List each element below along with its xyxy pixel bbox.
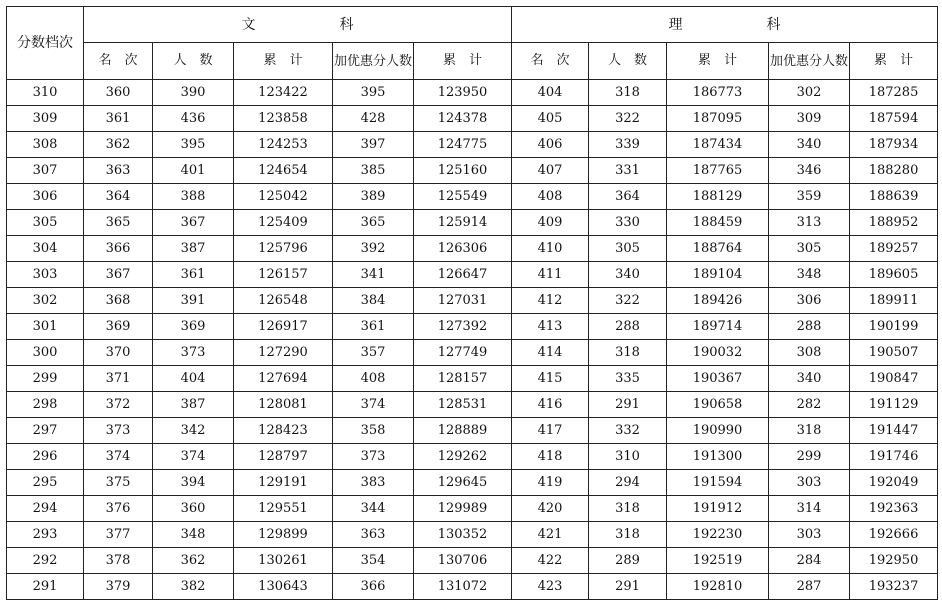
table-row xyxy=(7,106,938,132)
li-count-cell: 310 xyxy=(589,444,667,470)
li-bonus-count-cell: 348 xyxy=(769,262,850,288)
wen-bonus-cumulative-cell: 127031 xyxy=(414,288,512,314)
li-bonus-count-cell: 340 xyxy=(769,366,850,392)
table-row xyxy=(7,418,938,444)
score-band-cell: 305 xyxy=(7,210,84,236)
wen-count-cell: 369 xyxy=(153,314,234,340)
wen-rank-cell: 363 xyxy=(84,158,153,184)
li-cumulative-cell: 190990 xyxy=(667,418,769,444)
score-band-header: 分数档次 xyxy=(7,7,84,80)
li-rank-cell: 416 xyxy=(512,392,589,418)
li-bonus-cumulative-cell: 189605 xyxy=(850,262,938,288)
wen-cumulative-cell: 130261 xyxy=(234,548,333,574)
li-rank-cell: 409 xyxy=(512,210,589,236)
li-cumulative-cell: 188764 xyxy=(667,236,769,262)
li-bonus-cumulative-cell: 188280 xyxy=(850,158,938,184)
wen-count-cell: 391 xyxy=(153,288,234,314)
li-bonus-count-cell: 313 xyxy=(769,210,850,236)
li-bonus-count-cell: 346 xyxy=(769,158,850,184)
li-ke-group-header: 理 科 xyxy=(512,7,938,43)
score-band-cell: 298 xyxy=(7,392,84,418)
score-band-cell: 293 xyxy=(7,522,84,548)
li-count-cell: 330 xyxy=(589,210,667,236)
wen-rank-cell: 375 xyxy=(84,470,153,496)
table-row xyxy=(7,262,938,288)
table-row xyxy=(7,236,938,262)
li-cumulative-cell: 186773 xyxy=(667,80,769,106)
wen-rank-cell: 362 xyxy=(84,132,153,158)
wen-cumulative-cell: 130643 xyxy=(234,574,333,600)
wen-bonus-count-cell: 358 xyxy=(333,418,414,444)
wen-bonus-count-cell: 373 xyxy=(333,444,414,470)
wen-cumulative-cell: 124654 xyxy=(234,158,333,184)
wen-count-cell: 395 xyxy=(153,132,234,158)
wen-bonus-cumulative-cell: 125549 xyxy=(414,184,512,210)
li-count-cell: 294 xyxy=(589,470,667,496)
li-count-cell: 331 xyxy=(589,158,667,184)
wen-bonus-count-cell: 361 xyxy=(333,314,414,340)
li-count-cell: 291 xyxy=(589,574,667,600)
li-bonus-cumulative-cell: 191129 xyxy=(850,392,938,418)
li-rank-header: 名 次 xyxy=(512,43,589,80)
table-row xyxy=(7,80,938,106)
li-count-cell: 318 xyxy=(589,522,667,548)
table-row xyxy=(7,210,938,236)
li-bonus-count-cell: 309 xyxy=(769,106,850,132)
wen-cumulative-cell: 126917 xyxy=(234,314,333,340)
score-band-cell: 294 xyxy=(7,496,84,522)
li-count-cell: 322 xyxy=(589,106,667,132)
wen-cumulative-cell: 129551 xyxy=(234,496,333,522)
li-count-cell: 364 xyxy=(589,184,667,210)
wen-bonus-count-cell: 392 xyxy=(333,236,414,262)
wen-bonus-count-cell: 365 xyxy=(333,210,414,236)
li-cumulative-cell: 187434 xyxy=(667,132,769,158)
wen-bonus-cumulative-cell: 129645 xyxy=(414,470,512,496)
wen-bonus-count-cell: 384 xyxy=(333,288,414,314)
table-row xyxy=(7,496,938,522)
li-bonus-cumulative-cell: 189911 xyxy=(850,288,938,314)
wen-cumulative-cell: 125042 xyxy=(234,184,333,210)
wen-count-cell: 394 xyxy=(153,470,234,496)
wen-bonus-cumulative-cell: 124378 xyxy=(414,106,512,132)
li-bonus-cumulative-cell: 190847 xyxy=(850,366,938,392)
li-count-cell: 305 xyxy=(589,236,667,262)
li-bonus-count-cell: 287 xyxy=(769,574,850,600)
li-bonus-count-cell: 305 xyxy=(769,236,850,262)
wen-count-cell: 360 xyxy=(153,496,234,522)
wen-rank-cell: 371 xyxy=(84,366,153,392)
wen-bonus-cumulative-cell: 125914 xyxy=(414,210,512,236)
li-count-cell: 318 xyxy=(589,80,667,106)
li-count-cell: 332 xyxy=(589,418,667,444)
li-cumulative-cell: 191912 xyxy=(667,496,769,522)
li-rank-cell: 412 xyxy=(512,288,589,314)
wen-count-cell: 342 xyxy=(153,418,234,444)
wen-rank-cell: 378 xyxy=(84,548,153,574)
li-bonus-cumulative-cell: 189257 xyxy=(850,236,938,262)
table-body xyxy=(7,80,938,600)
wen-bonus-cumulative-cell: 129262 xyxy=(414,444,512,470)
wen-ke-group-header: 文 科 xyxy=(84,7,512,43)
li-rank-cell: 406 xyxy=(512,132,589,158)
wen-count-cell: 382 xyxy=(153,574,234,600)
table-header xyxy=(7,7,938,80)
wen-rank-cell: 365 xyxy=(84,210,153,236)
li-cumulative-cell: 187095 xyxy=(667,106,769,132)
wen-rank-cell: 361 xyxy=(84,106,153,132)
li-bonus-cumulative-cell: 192049 xyxy=(850,470,938,496)
table-row xyxy=(7,288,938,314)
wen-bonus-cumulative-cell: 123950 xyxy=(414,80,512,106)
table-row xyxy=(7,366,938,392)
li-rank-cell: 413 xyxy=(512,314,589,340)
score-table xyxy=(6,6,938,600)
score-band-cell: 301 xyxy=(7,314,84,340)
wen-rank-cell: 370 xyxy=(84,340,153,366)
score-band-cell: 300 xyxy=(7,340,84,366)
li-cumulative-cell: 190367 xyxy=(667,366,769,392)
table-row xyxy=(7,522,938,548)
table-row xyxy=(7,392,938,418)
li-cumulative-cell: 192519 xyxy=(667,548,769,574)
wen-bonus-count-cell: 366 xyxy=(333,574,414,600)
wen-bonus-cumulative-cell: 128157 xyxy=(414,366,512,392)
wen-count-cell: 387 xyxy=(153,236,234,262)
li-bonus-cumulative-cell: 190507 xyxy=(850,340,938,366)
table-row xyxy=(7,184,938,210)
wen-cumulative-cell: 123422 xyxy=(234,80,333,106)
score-band-cell: 307 xyxy=(7,158,84,184)
li-rank-cell: 410 xyxy=(512,236,589,262)
column-header-row xyxy=(7,43,938,80)
table-row xyxy=(7,314,938,340)
wen-count-cell: 367 xyxy=(153,210,234,236)
wen-bonus-count-cell: 389 xyxy=(333,184,414,210)
score-band-cell: 292 xyxy=(7,548,84,574)
li-bonus-cumulative-cell: 192950 xyxy=(850,548,938,574)
wen-cumulative-cell: 123858 xyxy=(234,106,333,132)
wen-cumulative-cell: 126157 xyxy=(234,262,333,288)
score-band-cell: 304 xyxy=(7,236,84,262)
li-count-header: 人 数 xyxy=(589,43,667,80)
wen-count-header: 人 数 xyxy=(153,43,234,80)
wen-bonus-count-cell: 385 xyxy=(333,158,414,184)
wen-bonus-count-header: 加优惠分人数 xyxy=(333,43,414,80)
group-header-row xyxy=(7,7,938,43)
li-rank-cell: 417 xyxy=(512,418,589,444)
wen-rank-cell: 374 xyxy=(84,444,153,470)
wen-cumulative-cell: 127290 xyxy=(234,340,333,366)
li-cumulative-cell: 192230 xyxy=(667,522,769,548)
wen-bonus-cumulative-cell: 126647 xyxy=(414,262,512,288)
wen-count-cell: 348 xyxy=(153,522,234,548)
score-band-cell: 302 xyxy=(7,288,84,314)
wen-rank-cell: 367 xyxy=(84,262,153,288)
wen-cumulative-cell: 129191 xyxy=(234,470,333,496)
li-rank-cell: 423 xyxy=(512,574,589,600)
wen-bonus-cumulative-cell: 131072 xyxy=(414,574,512,600)
li-count-cell: 322 xyxy=(589,288,667,314)
wen-bonus-cumulative-cell: 126306 xyxy=(414,236,512,262)
wen-bonus-count-cell: 428 xyxy=(333,106,414,132)
wen-bonus-count-cell: 374 xyxy=(333,392,414,418)
li-bonus-cumulative-cell: 187934 xyxy=(850,132,938,158)
wen-rank-cell: 364 xyxy=(84,184,153,210)
wen-cumulative-header: 累 计 xyxy=(234,43,333,80)
wen-cumulative-cell: 125796 xyxy=(234,236,333,262)
wen-cumulative-cell: 128081 xyxy=(234,392,333,418)
score-band-cell: 296 xyxy=(7,444,84,470)
wen-bonus-cumulative-cell: 127749 xyxy=(414,340,512,366)
wen-count-cell: 390 xyxy=(153,80,234,106)
li-rank-cell: 418 xyxy=(512,444,589,470)
wen-rank-cell: 368 xyxy=(84,288,153,314)
li-bonus-cumulative-cell: 190199 xyxy=(850,314,938,340)
li-cumulative-header: 累 计 xyxy=(667,43,769,80)
score-band-cell: 299 xyxy=(7,366,84,392)
wen-bonus-cumulative-cell: 127392 xyxy=(414,314,512,340)
li-count-cell: 291 xyxy=(589,392,667,418)
li-bonus-count-cell: 306 xyxy=(769,288,850,314)
li-bonus-count-header: 加优惠分人数 xyxy=(769,43,850,80)
li-cumulative-cell: 189714 xyxy=(667,314,769,340)
wen-bonus-count-cell: 341 xyxy=(333,262,414,288)
li-bonus-count-cell: 302 xyxy=(769,80,850,106)
wen-bonus-count-cell: 408 xyxy=(333,366,414,392)
li-cumulative-cell: 188459 xyxy=(667,210,769,236)
li-bonus-cumulative-cell: 187594 xyxy=(850,106,938,132)
wen-bonus-count-cell: 395 xyxy=(333,80,414,106)
li-cumulative-cell: 189104 xyxy=(667,262,769,288)
wen-bonus-cumulative-cell: 124775 xyxy=(414,132,512,158)
li-cumulative-cell: 191594 xyxy=(667,470,769,496)
wen-rank-cell: 372 xyxy=(84,392,153,418)
li-bonus-count-cell: 299 xyxy=(769,444,850,470)
wen-bonus-count-cell: 354 xyxy=(333,548,414,574)
wen-cumulative-cell: 128423 xyxy=(234,418,333,444)
score-band-cell: 291 xyxy=(7,574,84,600)
wen-rank-cell: 376 xyxy=(84,496,153,522)
li-bonus-cumulative-cell: 188952 xyxy=(850,210,938,236)
wen-bonus-cumulative-cell: 130352 xyxy=(414,522,512,548)
li-bonus-cumulative-cell: 192363 xyxy=(850,496,938,522)
li-rank-cell: 407 xyxy=(512,158,589,184)
li-bonus-cumulative-cell: 187285 xyxy=(850,80,938,106)
score-band-cell: 306 xyxy=(7,184,84,210)
score-band-cell: 295 xyxy=(7,470,84,496)
score-band-cell: 310 xyxy=(7,80,84,106)
wen-rank-cell: 369 xyxy=(84,314,153,340)
table-row xyxy=(7,340,938,366)
li-bonus-count-cell: 308 xyxy=(769,340,850,366)
li-rank-cell: 414 xyxy=(512,340,589,366)
li-count-cell: 340 xyxy=(589,262,667,288)
wen-rank-cell: 366 xyxy=(84,236,153,262)
li-bonus-count-cell: 359 xyxy=(769,184,850,210)
li-rank-cell: 422 xyxy=(512,548,589,574)
wen-bonus-cumulative-cell: 128889 xyxy=(414,418,512,444)
wen-bonus-count-cell: 357 xyxy=(333,340,414,366)
wen-rank-cell: 379 xyxy=(84,574,153,600)
li-bonus-count-cell: 288 xyxy=(769,314,850,340)
li-count-cell: 289 xyxy=(589,548,667,574)
li-bonus-cumulative-cell: 188639 xyxy=(850,184,938,210)
li-cumulative-cell: 191300 xyxy=(667,444,769,470)
score-band-cell: 303 xyxy=(7,262,84,288)
li-cumulative-cell: 187765 xyxy=(667,158,769,184)
li-rank-cell: 415 xyxy=(512,366,589,392)
table-row xyxy=(7,574,938,600)
wen-bonus-count-cell: 363 xyxy=(333,522,414,548)
score-band-cell: 308 xyxy=(7,132,84,158)
wen-count-cell: 374 xyxy=(153,444,234,470)
wen-rank-cell: 373 xyxy=(84,418,153,444)
wen-count-cell: 361 xyxy=(153,262,234,288)
li-count-cell: 339 xyxy=(589,132,667,158)
wen-bonus-cumulative-cell: 125160 xyxy=(414,158,512,184)
table-row xyxy=(7,470,938,496)
li-cumulative-cell: 190658 xyxy=(667,392,769,418)
wen-bonus-count-cell: 383 xyxy=(333,470,414,496)
li-bonus-count-cell: 303 xyxy=(769,470,850,496)
wen-count-cell: 387 xyxy=(153,392,234,418)
wen-bonus-cumulative-cell: 128531 xyxy=(414,392,512,418)
li-bonus-count-cell: 340 xyxy=(769,132,850,158)
li-bonus-cumulative-cell: 193237 xyxy=(850,574,938,600)
li-bonus-count-cell: 303 xyxy=(769,522,850,548)
li-cumulative-cell: 189426 xyxy=(667,288,769,314)
wen-bonus-cumulative-cell: 129989 xyxy=(414,496,512,522)
li-bonus-cumulative-cell: 191746 xyxy=(850,444,938,470)
wen-count-cell: 362 xyxy=(153,548,234,574)
wen-cumulative-cell: 124253 xyxy=(234,132,333,158)
wen-cumulative-cell: 128797 xyxy=(234,444,333,470)
table-row xyxy=(7,132,938,158)
wen-count-cell: 436 xyxy=(153,106,234,132)
wen-bonus-count-cell: 344 xyxy=(333,496,414,522)
wen-rank-cell: 377 xyxy=(84,522,153,548)
li-bonus-cumulative-cell: 192666 xyxy=(850,522,938,548)
wen-count-cell: 388 xyxy=(153,184,234,210)
li-rank-cell: 405 xyxy=(512,106,589,132)
li-bonus-cumulative-cell: 191447 xyxy=(850,418,938,444)
li-rank-cell: 408 xyxy=(512,184,589,210)
li-bonus-count-cell: 318 xyxy=(769,418,850,444)
wen-cumulative-cell: 129899 xyxy=(234,522,333,548)
wen-cumulative-cell: 125409 xyxy=(234,210,333,236)
li-rank-cell: 419 xyxy=(512,470,589,496)
li-count-cell: 318 xyxy=(589,496,667,522)
li-rank-cell: 421 xyxy=(512,522,589,548)
li-count-cell: 335 xyxy=(589,366,667,392)
li-cumulative-cell: 192810 xyxy=(667,574,769,600)
li-rank-cell: 420 xyxy=(512,496,589,522)
li-bonus-cumulative-header: 累 计 xyxy=(850,43,938,80)
wen-cumulative-cell: 126548 xyxy=(234,288,333,314)
table-row xyxy=(7,548,938,574)
li-bonus-count-cell: 284 xyxy=(769,548,850,574)
wen-count-cell: 373 xyxy=(153,340,234,366)
wen-count-cell: 404 xyxy=(153,366,234,392)
li-rank-cell: 411 xyxy=(512,262,589,288)
score-band-cell: 309 xyxy=(7,106,84,132)
li-count-cell: 318 xyxy=(589,340,667,366)
wen-bonus-count-cell: 397 xyxy=(333,132,414,158)
score-band-cell: 297 xyxy=(7,418,84,444)
wen-count-cell: 401 xyxy=(153,158,234,184)
li-rank-cell: 404 xyxy=(512,80,589,106)
li-cumulative-cell: 190032 xyxy=(667,340,769,366)
wen-rank-header: 名 次 xyxy=(84,43,153,80)
wen-bonus-cumulative-header: 累 计 xyxy=(414,43,512,80)
wen-cumulative-cell: 127694 xyxy=(234,366,333,392)
li-cumulative-cell: 188129 xyxy=(667,184,769,210)
wen-rank-cell: 360 xyxy=(84,80,153,106)
li-bonus-count-cell: 282 xyxy=(769,392,850,418)
table-row xyxy=(7,158,938,184)
li-bonus-count-cell: 314 xyxy=(769,496,850,522)
table-row xyxy=(7,444,938,470)
wen-bonus-cumulative-cell: 130706 xyxy=(414,548,512,574)
li-count-cell: 288 xyxy=(589,314,667,340)
